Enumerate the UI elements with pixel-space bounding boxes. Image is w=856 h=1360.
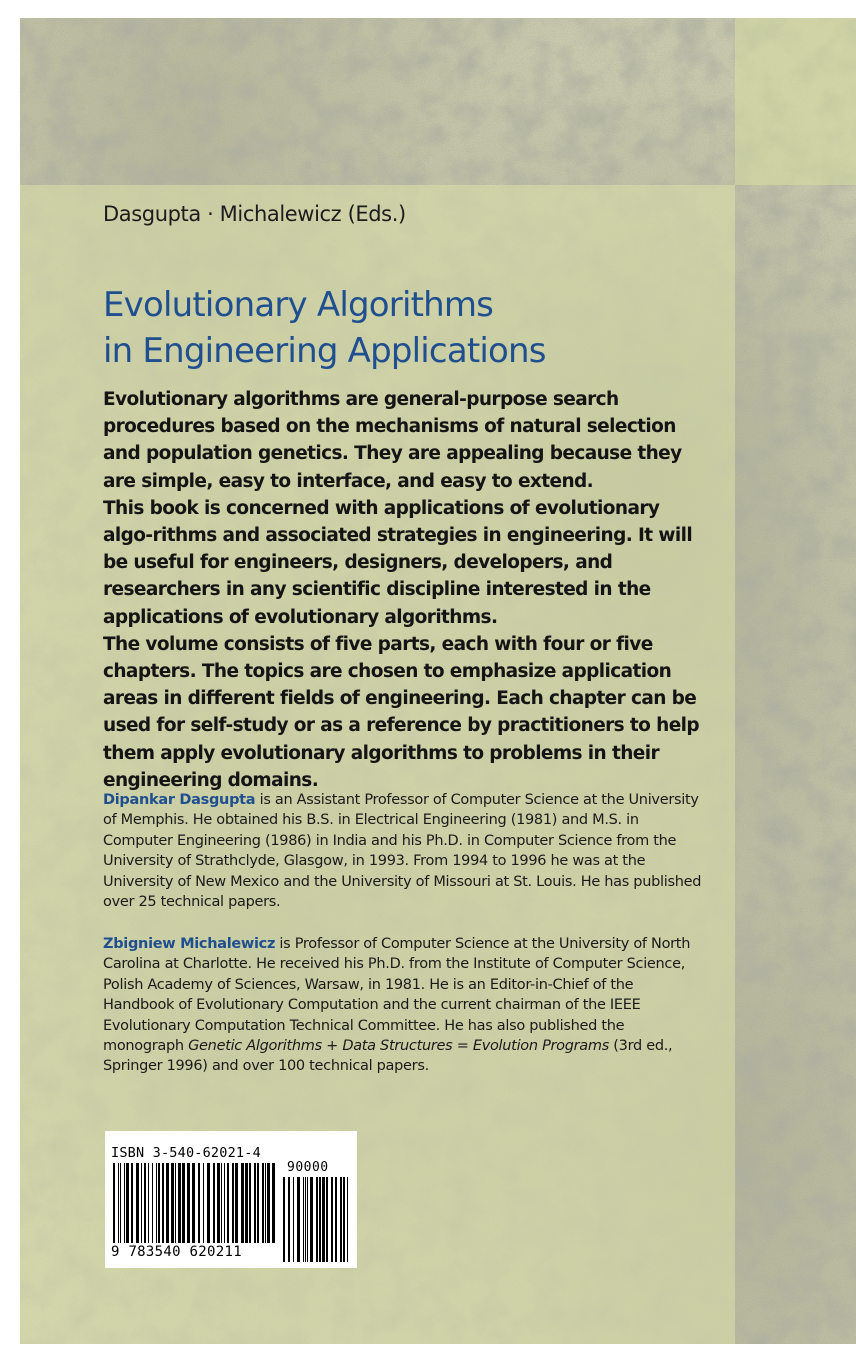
barcode-bar xyxy=(297,1177,300,1262)
monograph-title: Genetic Algorithms + Data Structures = Evolution Programs xyxy=(188,1038,609,1055)
barcode-bar xyxy=(267,1163,270,1243)
barcode-bar xyxy=(331,1177,333,1262)
barcode-bar xyxy=(305,1177,306,1262)
barcode-bar xyxy=(156,1163,157,1243)
bio-tail-michalewicz: (3rd ed., Springer 1996) and over 100 technical papers. xyxy=(103,1038,673,1075)
title-line-1: Evolutionary Algorithms xyxy=(103,285,494,325)
barcode-bar xyxy=(340,1177,342,1262)
barcode-bar xyxy=(152,1163,153,1243)
author-bio-dasgupta xyxy=(103,790,703,912)
barcode-bar xyxy=(187,1163,190,1243)
barcode-bar xyxy=(310,1177,313,1262)
barcode-bar xyxy=(303,1177,304,1262)
barcode-bar xyxy=(241,1163,244,1243)
barcode-bar xyxy=(158,1163,160,1243)
barcode-bar xyxy=(203,1163,204,1243)
barcode-bar xyxy=(171,1163,174,1243)
barcode-bar xyxy=(265,1163,266,1243)
barcode-bar xyxy=(126,1163,129,1243)
author-bio-michalewicz xyxy=(103,934,703,1077)
barcode-bar xyxy=(293,1177,294,1262)
barcode-bar xyxy=(322,1177,325,1262)
book-title xyxy=(103,282,723,374)
barcode-bar xyxy=(326,1177,328,1262)
barcode-bar xyxy=(254,1163,256,1243)
barcode-bar xyxy=(316,1177,318,1262)
price-addon-code: 90000 xyxy=(287,1160,329,1175)
barcode-bar xyxy=(288,1177,290,1262)
barcode-bar xyxy=(232,1163,234,1243)
barcode-bar xyxy=(262,1163,264,1243)
barcode-bar xyxy=(166,1163,169,1243)
bio-text-michalewicz: is Professor of Computer Science at the University of North Carolina at Charlotte. He received his Ph.D. from the Institute of Computer Science, Polish Academy of Sciences, Warsaw, in 1981. He is an Editor-in-Chief of the Handbook of Evolutionary Computation and the current chairman of the IEEE Evolutionary Computation Technical Committee. He has also published the monograph xyxy=(103,936,691,1055)
barcode-bar xyxy=(141,1163,142,1243)
barcode-bar xyxy=(192,1163,195,1243)
barcode-bar xyxy=(144,1163,146,1243)
author-name-dasgupta: Dipankar Dasgupta xyxy=(103,792,256,808)
barcode-bar xyxy=(198,1163,200,1243)
barcode-bar xyxy=(131,1163,133,1243)
barcode-bar xyxy=(217,1163,220,1243)
barcode-bar xyxy=(113,1163,115,1243)
barcode-bar xyxy=(148,1163,149,1243)
barcode-bar xyxy=(245,1163,248,1243)
barcode-bar xyxy=(207,1163,210,1243)
isbn-number: ISBN 3-540-62021-4 xyxy=(111,1145,261,1161)
barcode-bar xyxy=(118,1163,119,1243)
barcode-bar xyxy=(124,1163,125,1243)
description-paragraph-1: Evolutionary algorithms are general-purpose search procedures based on the mechanisms of natural selection and population genetics. They are appealing because they are simple, easy to interface, and easy to extend. xyxy=(103,389,682,492)
barcode-bar xyxy=(213,1163,215,1243)
barcode-bar xyxy=(319,1177,321,1262)
description-paragraph-2: This book is concerned with applications of evolutionary algo-rithms and associated strategies in engineering. It will be useful for engineers, designers, developers, and researchers in any scientific discipline interested in the applications of evolutionary algorithms. xyxy=(103,497,693,628)
barcode-bar xyxy=(347,1177,348,1262)
barcode-bar xyxy=(307,1177,308,1262)
barcode-bar xyxy=(272,1163,275,1243)
barcode-bar xyxy=(136,1163,139,1243)
barcode-bar xyxy=(178,1163,181,1243)
barcode-bar xyxy=(283,1177,285,1262)
barcode-bar xyxy=(235,1163,238,1243)
barcode-bar xyxy=(221,1163,222,1243)
addon-bars xyxy=(283,1177,348,1262)
barcode-bar xyxy=(335,1177,337,1262)
barcode-bar xyxy=(162,1163,164,1243)
bio-text-dasgupta: is an Assistant Professor of Computer Science at the University of Memphis. He obtained his B.S. in Electrical Engineering (1981) and M.S. in Computer Engineering (1986) in India and his Ph.D. in Computer Science from the University of Strathclyde, Glasgow, in 1993. From 1994 to 1996 he was at the University of New Mexico and the University of Missouri at St. Louis. He has published over 25 technical papers. xyxy=(103,792,702,911)
editors-line: Dasgupta · Michalewicz (Eds.) xyxy=(103,202,406,226)
barcode-bar xyxy=(182,1163,185,1243)
title-line-2: in Engineering Applications xyxy=(103,331,546,371)
barcode-bar xyxy=(227,1163,229,1243)
barcode-bar xyxy=(249,1163,251,1243)
author-name-michalewicz: Zbigniew Michalewicz xyxy=(103,936,276,952)
ean-number: 9 783540 620211 xyxy=(111,1244,242,1260)
isbn-barcode xyxy=(105,1131,357,1268)
barcode-bar xyxy=(343,1177,345,1262)
book-description xyxy=(103,386,703,794)
description-paragraph-3: The volume consists of five parts, each with four or five chapters. The topics are chosen to emphasize application areas in different fields of engineering. Each chapter can be used for self-study or as a reference by practitioners to help them apply evolutionary algorithms to problems in their engineering domains. xyxy=(103,633,700,791)
barcode-bar xyxy=(257,1163,259,1243)
barcode-bar xyxy=(120,1163,121,1243)
ean-bars xyxy=(113,1163,275,1243)
corner-highlight-strip xyxy=(735,18,856,185)
barcode-bar xyxy=(175,1163,176,1243)
barcode-bar xyxy=(224,1163,225,1243)
